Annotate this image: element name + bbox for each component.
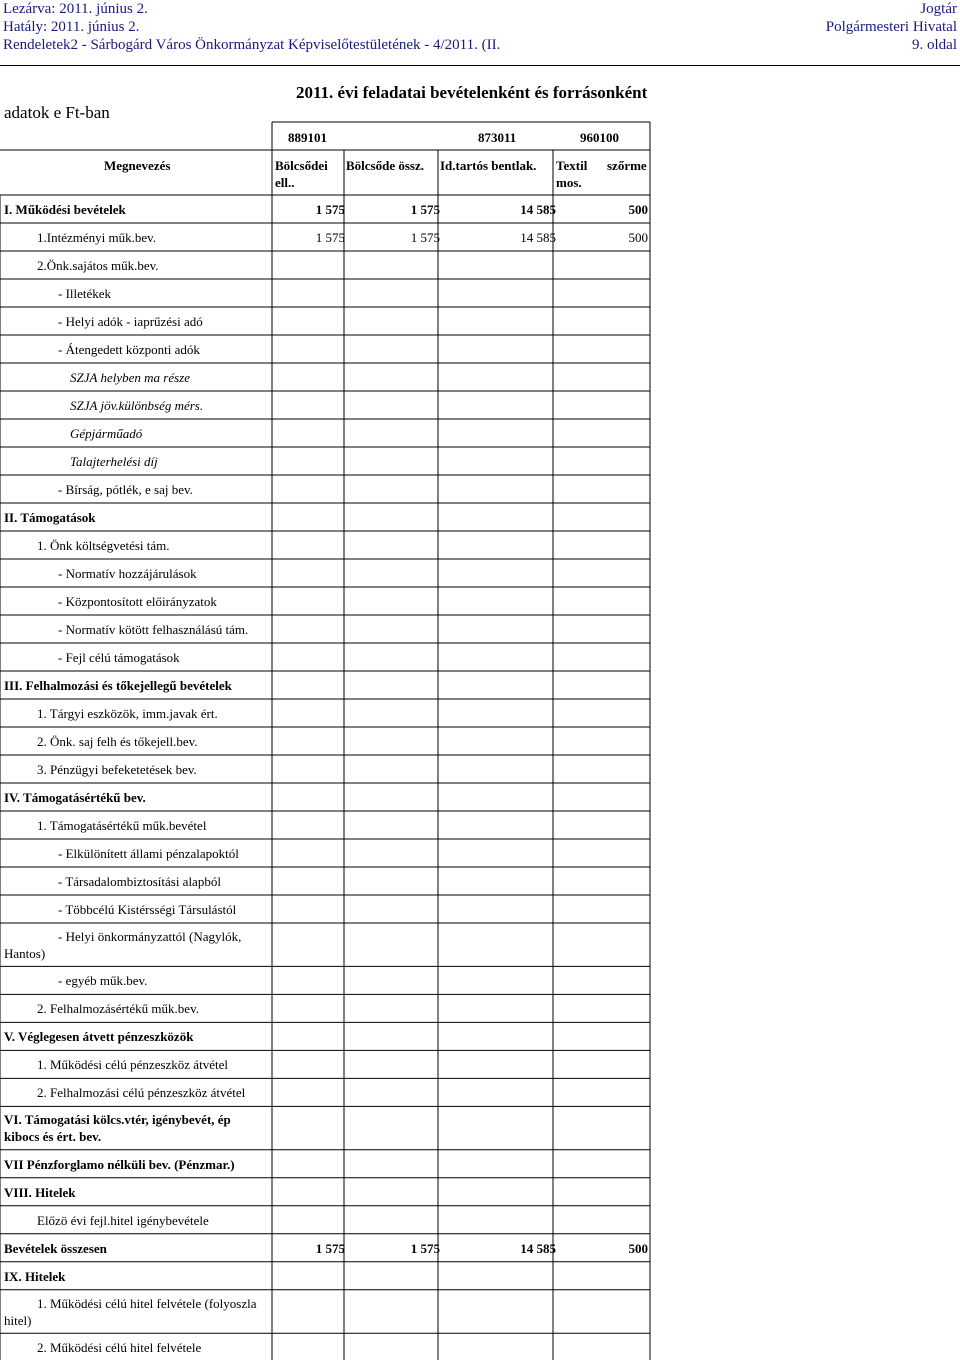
row-label: 2.Önk.sajátos műk.bev. <box>37 258 159 273</box>
row-value: 1 575 <box>410 1240 440 1256</box>
table-row <box>0 923 960 966</box>
table-row <box>0 391 960 419</box>
table-row <box>0 966 960 994</box>
table-row <box>0 699 960 727</box>
col-header-idtartos: Id.tartós bentlak. <box>440 158 537 173</box>
table-row <box>0 307 960 335</box>
table-row <box>0 363 960 391</box>
row-value: 1 575 <box>315 1240 345 1256</box>
row-label: VI. Támogatási kölcs.vtér, igénybevét, ép <box>4 1112 231 1128</box>
row-value: 500 <box>628 202 648 217</box>
table-row <box>0 727 960 755</box>
row-label: - Helyi adók - iaprűzési adó <box>58 314 203 329</box>
table-row <box>0 279 960 307</box>
row-value: 1 575 <box>315 230 345 245</box>
col-header-szorme: szőrme <box>607 158 647 173</box>
table-row <box>0 419 960 447</box>
row-label: - Átengedett központi adók <box>58 342 200 357</box>
row-label: - Normatív kötött felhasználású tám. <box>58 622 249 637</box>
table-row <box>0 1178 960 1206</box>
table-title: 2011. évi feladatai bevételenként és forrásonként <box>296 83 648 102</box>
row-label: - Fejl célú támogatások <box>58 650 180 665</box>
col-header-bolcsodei <box>275 157 328 191</box>
row-label: 2. Önk. saj felh és tőkejell.bev. <box>37 734 198 749</box>
col-header-bolcsode-ossz: Bölcsőde össz. <box>346 158 424 173</box>
row-label: - Központosított előirányzatok <box>58 594 217 609</box>
table-row <box>0 994 960 1022</box>
header-jogtar: Jogtár <box>920 1 957 17</box>
row-value: 500 <box>628 230 648 245</box>
row-label: 1. Támogatásértékű műk.bevétel <box>37 818 207 833</box>
row-label: IX. Hitelek <box>4 1268 66 1284</box>
table-row <box>0 559 960 587</box>
table-row <box>0 1333 960 1361</box>
row-label: Gépjárműadó <box>70 426 143 441</box>
header-divider <box>0 65 960 66</box>
table-row <box>0 447 960 475</box>
table-row <box>0 643 960 671</box>
code-889101: 889101 <box>288 130 327 145</box>
row-label: 3. Pénzügyi befeketetések bev. <box>37 762 197 777</box>
table-row <box>0 755 960 783</box>
table-row <box>0 867 960 895</box>
table-row <box>0 475 960 503</box>
code-873011: 873011 <box>478 130 517 145</box>
row-label: 2. Működési célú hitel felvétele <box>37 1340 202 1356</box>
row-label: 1.Intézményi műk.bev. <box>37 230 157 245</box>
row-label: Bevételek összesen <box>4 1240 107 1256</box>
table-row <box>0 1150 960 1178</box>
page-header <box>0 0 960 64</box>
row-label: V. Véglegesen átvett pénzeszközök <box>4 1029 194 1045</box>
header-rendelet: Rendeletek2 - Sárbogárd Város Önkormányzat Képviselőtestületének - 4/2011. (II. <box>3 37 501 53</box>
header-lezarva: Lezárva: 2011. június 2. <box>3 1 148 17</box>
row-label: VIII. Hitelek <box>4 1184 76 1200</box>
row-label: II. Támogatások <box>4 510 96 525</box>
table-row <box>0 1050 960 1078</box>
row-label: SZJA helyben ma része <box>70 370 190 385</box>
table-row <box>0 783 960 811</box>
table-row <box>0 531 960 559</box>
row-label: III. Felhalmozási és tőkejellegű bevételek <box>4 678 232 693</box>
header-hataly: Hatály: 2011. június 2. <box>3 19 140 35</box>
row-label: 2. Felhalmozási célú pénzeszköz átvétel <box>37 1085 246 1101</box>
table-row <box>0 811 960 839</box>
row-label: 1. Működési célú hitel felvétele (folyoszla <box>37 1295 257 1311</box>
row-value: 14 585 <box>520 230 556 245</box>
row-label: 1. Tárgyi eszközök, imm.javak ért. <box>37 706 218 721</box>
col-header-bolcsodei-line1: Bölcsődei <box>275 158 328 173</box>
row-label: Előzö évi fejl.hitel igénybevétele <box>37 1212 209 1228</box>
col-header-textil <box>556 157 587 191</box>
table-row <box>0 587 960 615</box>
col-header-textil-line1: Textil <box>556 158 588 173</box>
row-label: SZJA jöv.különbség mérs. <box>70 398 204 413</box>
table-row <box>0 615 960 643</box>
row-label-continuation: Hantos) <box>4 946 46 961</box>
row-label: Talajterhelési díj <box>70 454 158 469</box>
header-hivatal: Polgármesteri Hivatal <box>825 19 957 35</box>
row-label: - Bírság, pótlék, e saj bev. <box>58 482 193 497</box>
row-label-continuation: kibocs és ért. bev. <box>4 1129 102 1145</box>
row-label: VII Pénzforglamo nélküli bev. (Pénzmar.) <box>4 1156 235 1172</box>
row-value: 14 585 <box>520 1240 556 1256</box>
row-label: - Helyi önkormányzattól (Nagylók, <box>58 929 242 944</box>
row-value: 500 <box>628 1240 648 1256</box>
code-960100: 960100 <box>580 130 619 145</box>
col-header-textil-line2: mos. <box>556 175 582 190</box>
table-row <box>0 195 960 223</box>
row-label: - Társadalombiztosítási alapból <box>58 874 221 889</box>
row-label: - Elkülönített állami pénzalapoktól <box>58 846 239 861</box>
unit-note: adatok e Ft-ban <box>4 103 110 122</box>
row-label: I. Működési bevételek <box>4 202 126 217</box>
row-value: 1 575 <box>410 202 440 217</box>
row-label: 2. Felhalmozásértékű műk.bev. <box>37 1001 199 1017</box>
row-value: 1 575 <box>410 230 440 245</box>
table-row <box>0 335 960 363</box>
table-row <box>0 1022 960 1050</box>
col-header-bolcsodei-line2: ell.. <box>275 175 295 190</box>
table-row <box>0 895 960 923</box>
row-label: 1. Önk költségvetési tám. <box>37 538 170 553</box>
header-page-number: 9. oldal <box>912 37 957 53</box>
row-label: - Normatív hozzájárulások <box>58 566 197 581</box>
table-row <box>0 1078 960 1106</box>
row-label: - egyéb műk.bev. <box>58 973 148 989</box>
table-row <box>0 223 960 251</box>
row-value: 14 585 <box>520 202 556 217</box>
row-value: 1 575 <box>315 202 345 217</box>
row-label: - Illetékek <box>58 286 112 301</box>
table-row <box>0 1262 960 1290</box>
row-label: IV. Támogatásértékű bev. <box>4 790 146 805</box>
row-label-continuation: hitel) <box>4 1312 32 1328</box>
table-row <box>0 1206 960 1234</box>
table-row <box>0 1234 960 1262</box>
table-row <box>0 839 960 867</box>
row-label: 1. Működési célú pénzeszköz átvétel <box>37 1057 228 1073</box>
table-row <box>0 671 960 699</box>
table-row <box>0 251 960 279</box>
table-row <box>0 1106 960 1149</box>
row-label: - Többcélú Kistérsségi Társulástól <box>58 902 237 917</box>
table-row <box>0 1290 960 1333</box>
col-header-name: Megnevezés <box>104 158 171 173</box>
table-row <box>0 503 960 531</box>
